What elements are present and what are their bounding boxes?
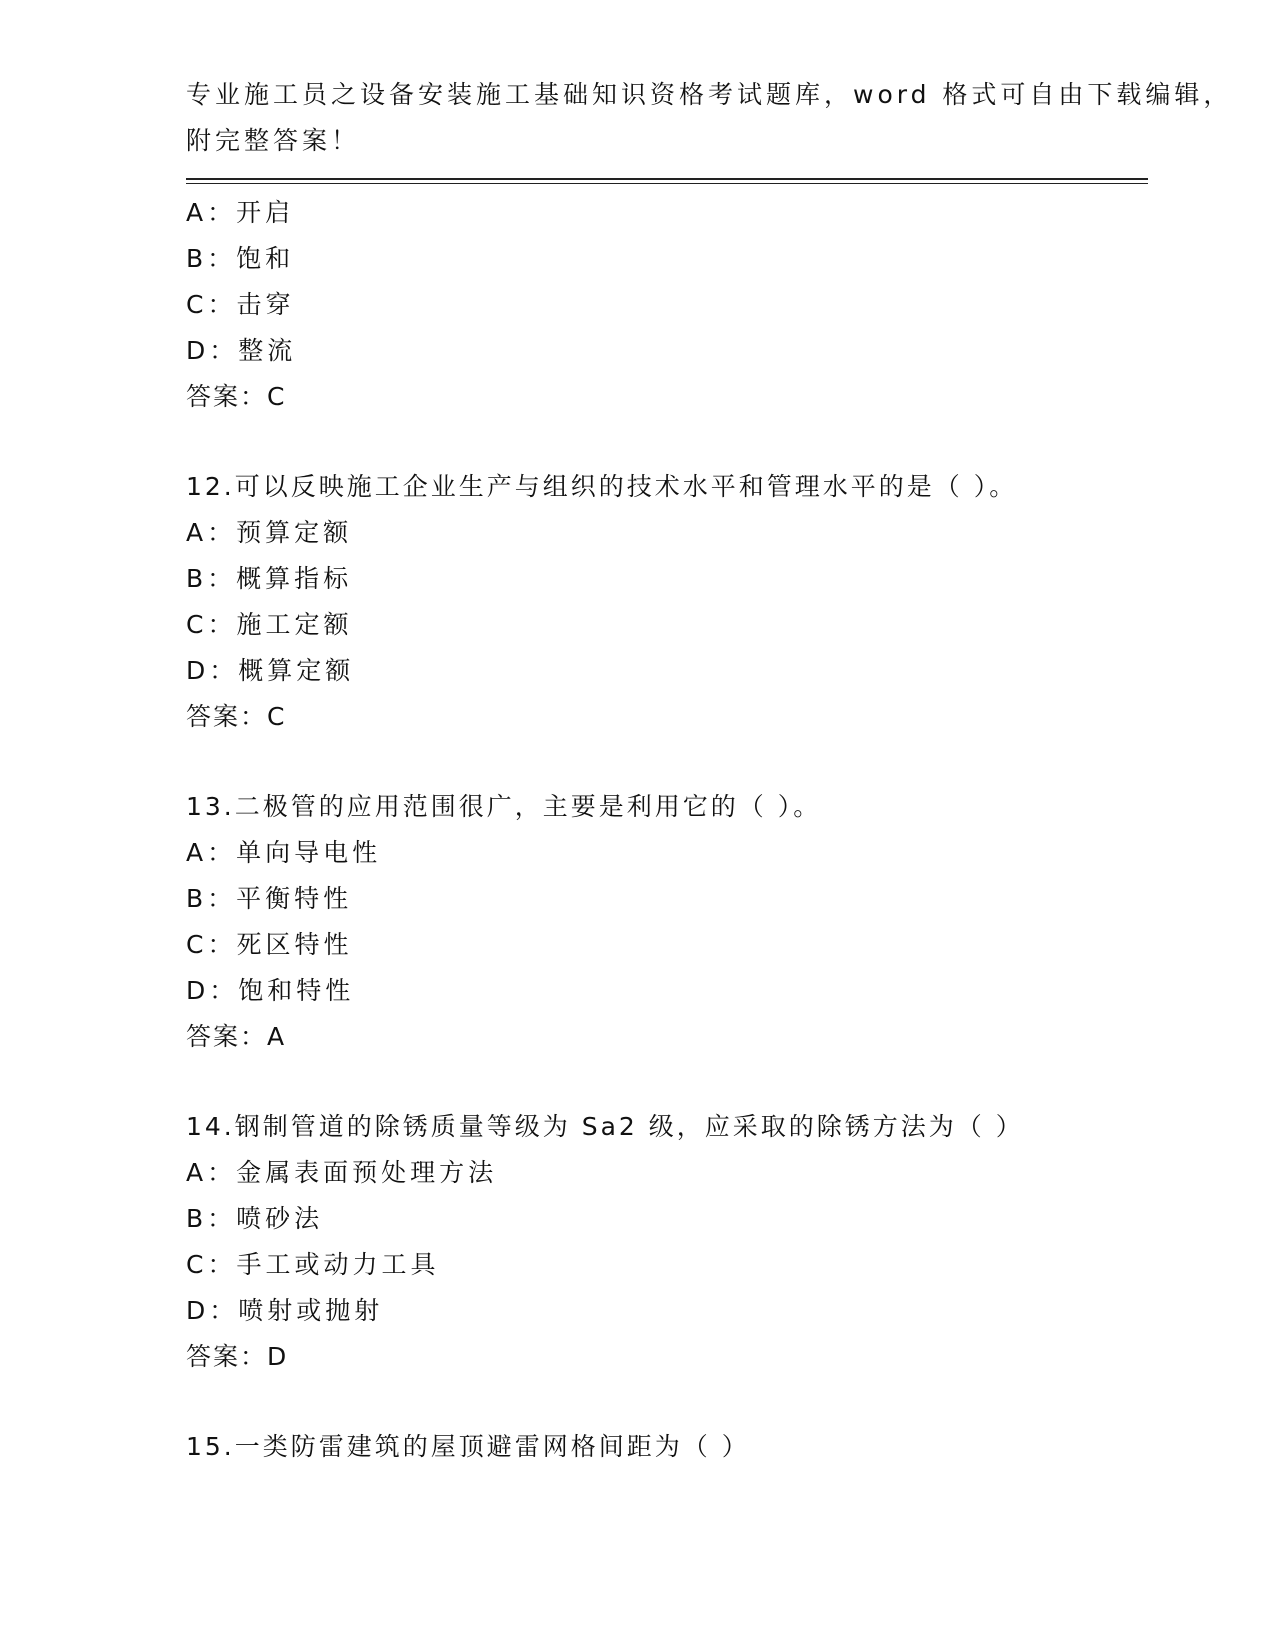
option-a: A：开启	[186, 198, 295, 227]
question-block-13	[186, 784, 1148, 1060]
question-text: 15.一类防雷建筑的屋顶避雷网格间距为（ ）	[186, 1432, 750, 1461]
option-c: C：死区特性	[186, 930, 353, 959]
document-header	[186, 72, 1233, 164]
option-c: C：施工定额	[186, 610, 353, 639]
question-block-14	[186, 1104, 1148, 1380]
option-a: A：金属表面预处理方法	[186, 1158, 498, 1187]
question-block-15	[186, 1424, 1148, 1470]
header-line-1: 专业施工员之设备安装施工基础知识资格考试题库，word 格式可自由下载编辑，	[186, 80, 1233, 109]
question-text: 13.二极管的应用范围很广，主要是利用它的（ ）。	[186, 792, 822, 821]
header-divider-thick	[186, 178, 1148, 180]
question-block-12	[186, 464, 1148, 740]
question-text: 12.可以反映施工企业生产与组织的技术水平和管理水平的是（ ）。	[186, 472, 1018, 501]
option-c: C：击穿	[186, 290, 295, 319]
option-a: A：预算定额	[186, 518, 353, 547]
option-d: D：概算定额	[186, 656, 355, 685]
option-b: B：喷砂法	[186, 1204, 324, 1233]
option-b: B：饱和	[186, 244, 295, 273]
header-divider-thin	[186, 183, 1148, 184]
option-a: A：单向导电性	[186, 838, 382, 867]
header-line-2: 附完整答案！	[186, 126, 361, 155]
question-block-11	[186, 190, 1148, 420]
option-d: D：喷射或抛射	[186, 1296, 384, 1325]
option-d: D：饱和特性	[186, 976, 355, 1005]
question-text: 14.钢制管道的除锈质量等级为 Sa2 级，应采取的除锈方法为（ ）	[186, 1112, 1024, 1141]
answer: 答案：C	[186, 382, 287, 411]
answer: 答案：C	[186, 702, 287, 731]
question-list	[186, 190, 1148, 1470]
option-b: B：概算指标	[186, 564, 353, 593]
option-b: B：平衡特性	[186, 884, 353, 913]
answer: 答案：D	[186, 1342, 289, 1371]
option-d: D：整流	[186, 336, 297, 365]
option-c: C：手工或动力工具	[186, 1250, 440, 1279]
answer: 答案：A	[186, 1022, 287, 1051]
